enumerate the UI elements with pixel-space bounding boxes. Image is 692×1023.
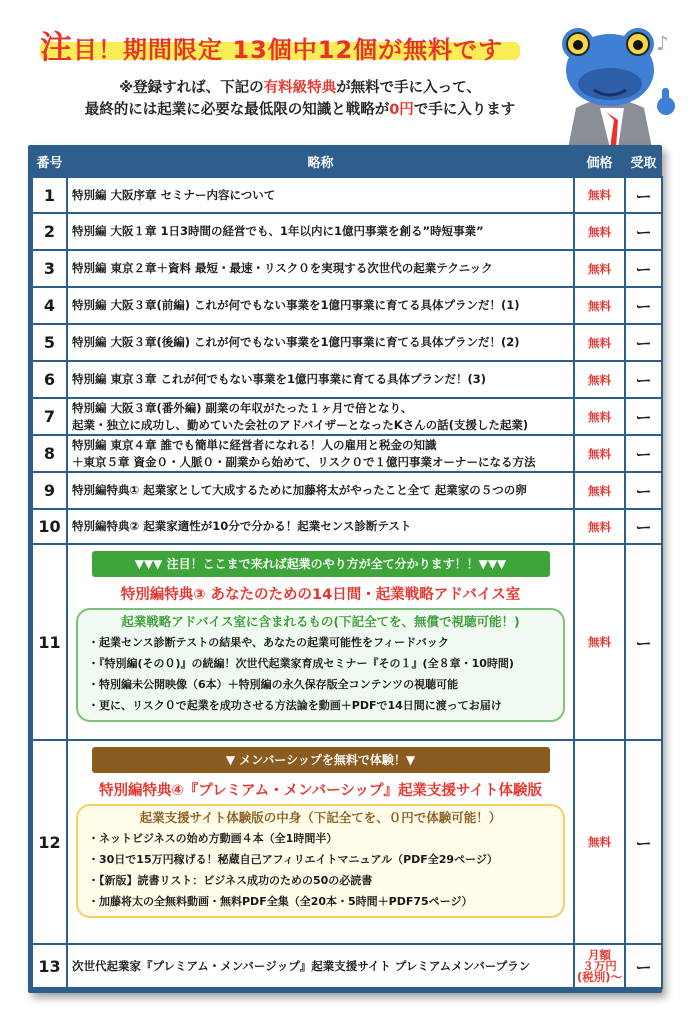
table-row: [32, 213, 662, 250]
row-name: [67, 472, 574, 509]
table-row: [32, 472, 662, 509]
bonus-item: ・ネットビジネスの始め方動画４本（全1時間半）: [88, 832, 338, 845]
row-number: 8: [32, 435, 67, 472]
row-price: 無料: [574, 472, 625, 509]
bonus-item: ・【新版】読書リスト：ビジネス成功のための50の必読書: [88, 874, 373, 887]
bonus-item: ・更に、リスク０で起業を成功させる方法論を動画＋PDFで14日間に渡ってお届け: [88, 699, 502, 712]
attention-banner: ▼▼▼ 注目！ここまで来れば起業のやり方が全て分かります！！▼▼▼: [92, 551, 550, 577]
bonus-box-heading-12: 起業支援サイト体験版の中身（下記全てを、０円で体験可能！）: [139, 810, 502, 825]
row-price: 無料: [574, 544, 625, 740]
row-name-line1: 特別編 大阪１章 1日3時間の経営でも、1年以内に1億円事業を創る”時短事業”: [72, 224, 484, 238]
bonus-title-12: 特別編特典④『プレミアム・メンバーシップ』起業支援サイト体験版: [98, 783, 543, 799]
row-name-line1: 特別編 大阪３章(前編) これが何でもない事業を1億円事業に育てる具体プランだ！(1): [72, 298, 520, 312]
row-receive: ー: [625, 944, 662, 988]
table-row-bonus-12: [32, 740, 662, 944]
row-name-line1: 特別編 大阪序章 セミナー内容について: [72, 187, 276, 202]
row-price: 無料: [574, 361, 625, 398]
row-receive: ー: [625, 287, 662, 324]
row-price: 無料: [574, 740, 625, 944]
bonus-item: ・起業センス診断テストの結果や、あなたの起業可能性をフィードバック: [88, 636, 449, 649]
row-name-line1: 特別編 東京３章 これが何でもない事業を1億円事業に育てる具体プランだ！(3): [72, 372, 487, 386]
sub2-b: で手に入ります: [413, 102, 516, 118]
row-name: [67, 944, 574, 988]
sub2-a: 最終的には起業に必要な最低限の知識と戦略が: [84, 102, 390, 118]
sub1-red: 有料級特典: [263, 80, 337, 96]
sub2-red: 0円: [389, 102, 414, 118]
row-price: [574, 944, 625, 988]
row-price: 無料: [574, 398, 625, 435]
row-number: 9: [32, 472, 67, 509]
row-receive: ー: [625, 472, 662, 509]
bonus-title-11: 特別編特典③ あなたのための14日間・起業戦略アドバイス室: [120, 587, 521, 603]
bonus-contents-box-12: [76, 804, 565, 918]
header-name: 略称: [67, 146, 574, 177]
row-number: 10: [32, 509, 67, 544]
row-number: 12: [32, 740, 67, 944]
price-line3: (税別)〜: [576, 969, 622, 984]
row-price: 無料: [574, 509, 625, 544]
table-row: [32, 250, 662, 287]
bonus-item: ・30日で15万円稼げる！秘蔵自己アフィリエイトマニュアル（PDF全29ページ）: [88, 853, 498, 866]
row-receive: ー: [625, 740, 662, 944]
row-price: 無料: [574, 435, 625, 472]
bonus-box-heading-11: 起業戦略アドバイス室に含まれるもの(下記全てを、無償で視聴可能！): [121, 614, 520, 629]
row-price: 無料: [574, 324, 625, 361]
table-row: [32, 944, 662, 988]
row-number: 5: [32, 324, 67, 361]
frog-mascot-icon: [548, 8, 688, 148]
row-price: 無料: [574, 287, 625, 324]
row-number: 1: [32, 177, 67, 213]
membership-banner: ▼ メンバーシップを無料で体験！▼: [92, 747, 550, 773]
bonus-contents-box-11: [76, 608, 565, 722]
sub1-a: ※登録すれば、下記の: [119, 80, 264, 96]
bonus-item: ・『特別編(その０)』の続編！次世代起業家育成セミナー『その１』(全８章・10時間): [88, 657, 514, 670]
row-name-line1: 特別編特典② 起業家適性が10分で分かる！起業センス診断テスト: [72, 519, 412, 533]
table-row: [32, 287, 662, 324]
row-name-line1: 特別編 大阪３章(後編) これが何でもない事業を1億円事業に育てる具体プランだ！(2): [72, 335, 520, 349]
row-receive: ー: [625, 398, 662, 435]
row-receive: ー: [625, 213, 662, 250]
header-number: 番号: [32, 146, 67, 177]
row-name-line1: 特別編特典① 起業家として大成するために加藤将太がやったこと全て 起業家の５つの卵: [72, 483, 527, 497]
bonus-item: ・加藤将太の全無料動画・無料PDF全集（全20本・5時間＋PDF75ページ）: [88, 895, 473, 908]
row-name-line2: 起業・独立に成功し、勤めていた会社のアドバイザーとなったKさんの話(支援した起業): [72, 417, 529, 432]
row-name-line1: 特別編 大阪３章(番外編) 副業の年収がたった１ヶ月で倍となり、: [72, 400, 413, 415]
row-number: 2: [32, 213, 67, 250]
row-name: [67, 435, 574, 472]
table-row: [32, 324, 662, 361]
subtitle-line2: [0, 98, 600, 119]
row-receive: ー: [625, 361, 662, 398]
bonus-item: ・特別編未公開映像（6本）＋特別編の永久保存版全コンテンツの視聴可能: [88, 678, 459, 691]
row-number: 3: [32, 250, 67, 287]
row-price: 無料: [574, 213, 625, 250]
row-receive: ー: [625, 544, 662, 740]
row-name: [67, 213, 574, 250]
row-number: 4: [32, 287, 67, 324]
row-price: 無料: [574, 177, 625, 213]
row-receive: ー: [625, 509, 662, 544]
row-receive: ー: [625, 435, 662, 472]
row-name: [67, 509, 574, 544]
row-name: [67, 250, 574, 287]
row-name-line1: 特別編 東京４章 誰でも簡単に経営者になれる！人の雇用と税金の知識: [72, 437, 437, 452]
row-name: [67, 177, 574, 213]
table-header-row: [32, 146, 662, 177]
bonus-cell-12: [67, 740, 574, 944]
header-price: 価格: [574, 146, 625, 177]
row-number: 7: [32, 398, 67, 435]
headline-text: 目！期間限定 13個中12個が無料です: [73, 36, 504, 64]
row-price: 無料: [574, 250, 625, 287]
price-line2: ３万円: [582, 958, 617, 973]
table-row: [32, 435, 662, 472]
sub1-b: が無料で手に入って、: [336, 80, 481, 96]
row-name: [67, 287, 574, 324]
price-line1: 月額: [588, 947, 611, 962]
row-number: 6: [32, 361, 67, 398]
music-note-icon: ♪: [656, 31, 669, 55]
table-row: [32, 398, 662, 435]
row-receive: ー: [625, 324, 662, 361]
bonus-cell-11: [67, 544, 574, 740]
table-row: [32, 177, 662, 213]
row-number: 13: [32, 944, 67, 988]
row-receive: ー: [625, 250, 662, 287]
headline: [40, 22, 503, 68]
headline-prefix: 注: [40, 28, 74, 66]
table-row: [32, 361, 662, 398]
subtitle-line1: [0, 76, 600, 97]
row-name-line2: ＋東京５章 資金０・人脈０・副業から始めて、リスク０で１億円事業オーナーになる方法: [72, 454, 536, 469]
row-name-line1: 次世代起業家『プレミアム・メンバージップ』起業支援サイト プレミアムメンバープラン: [72, 958, 531, 973]
row-receive: ー: [625, 177, 662, 213]
header-receive: 受取: [625, 146, 662, 177]
reward-table: [31, 146, 663, 989]
row-name: [67, 398, 574, 435]
row-name-line1: 特別編 東京２章＋資料 最短・最速・リスク０を実現する次世代の起業テクニック: [72, 261, 493, 275]
row-name: [67, 361, 574, 398]
table-row: [32, 509, 662, 544]
row-name: [67, 324, 574, 361]
row-number: 11: [32, 544, 67, 740]
table-row-bonus-11: [32, 544, 662, 740]
